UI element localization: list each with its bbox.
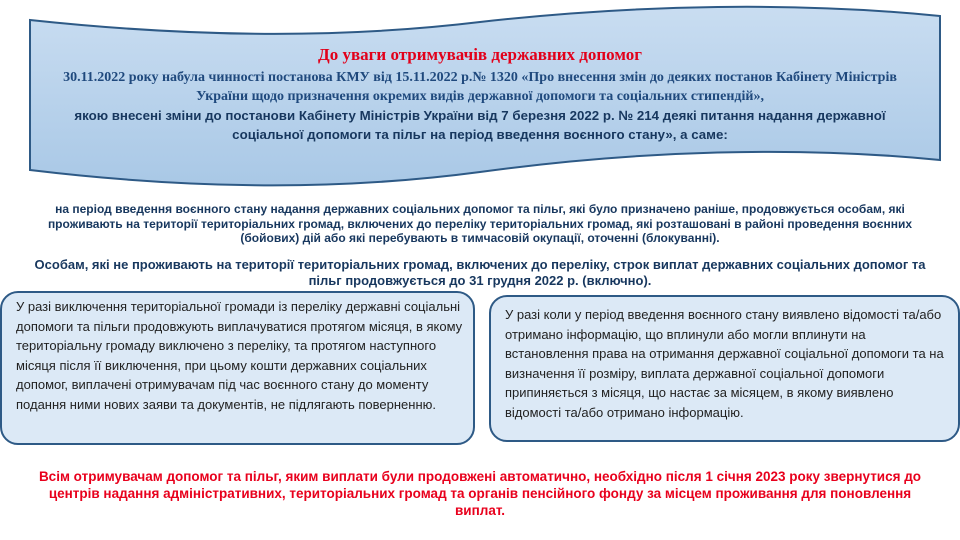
extension-paragraph: на період введення воєнного стану надання державних соціальних допомог та пільг, які було призначено раніше, продовжується особам, які проживають на території територіальних громад, включених до переліку територіальних громад, які розташовані в районі проведення воєнних (бойових) дій або які перебувають в тимчасовій окупації, оточенні (блокуванні). bbox=[47, 202, 913, 245]
banner-amendment-text: якою внесені зміни до постанови Кабінету Міністрів України від 7 березня 2022 р. № 214 деякі питання надання державної соціальної допомоги та пільг на період введення воєнного стану», а саме: bbox=[74, 108, 886, 142]
deadline-paragraph: Особам, які не проживають на території територіальних громад, включених до переліку, строк виплат державних соціальних допомог та пільг продовжується до 31 грудня 2022 р. (включно). bbox=[34, 257, 926, 288]
banner-title: До уваги отримувачів державних допомог bbox=[318, 45, 642, 64]
renewal-notice: Всім отримувачам допомог та пільг, яким виплати були продовжені автоматично, необхідно після 1 січня 2023 року звернутися до центрів надання адміністративних, територіальних громад та органів пенсійного фонду за місцем проживання для поновлення виплат. bbox=[38, 469, 922, 518]
banner-content bbox=[40, 44, 920, 144]
banner-resolution-text: 30.11.2022 року набула чинності постанова КМУ від 15.11.2022 р.№ 1320 «Про внесення змін до деяких постанов Кабінету Міністрів України щодо призначення окремих видів державної допомоги та соціальних стипендій», bbox=[63, 70, 897, 104]
termination-info-box: У разі коли у період введення воєнного стану виявлено відомості та/або отримано інформацію, що вплинули або могли вплинути на встановлення права на отримання державної соціальної допомоги та на визначення її розміру, виплата державної соціальної допомоги припиняється з місяця, що настає за місяцем, в якому виявлено відомості та/або отримано інформацію. bbox=[489, 295, 960, 442]
exclusion-info-box: У разі виключення територіальної громади із переліку державні соціальні допомоги та пільги продовжують виплачуватися протягом місяця, в якому територіальну громаду виключено з переліку, та протягом наступного місяця після її виключення, при цьому кошти державних соціальних допомог, виплачені отримувачам під час воєнного стану до моменту подання ними нових заяви та документів, не підлягають поверненню. bbox=[0, 291, 475, 445]
